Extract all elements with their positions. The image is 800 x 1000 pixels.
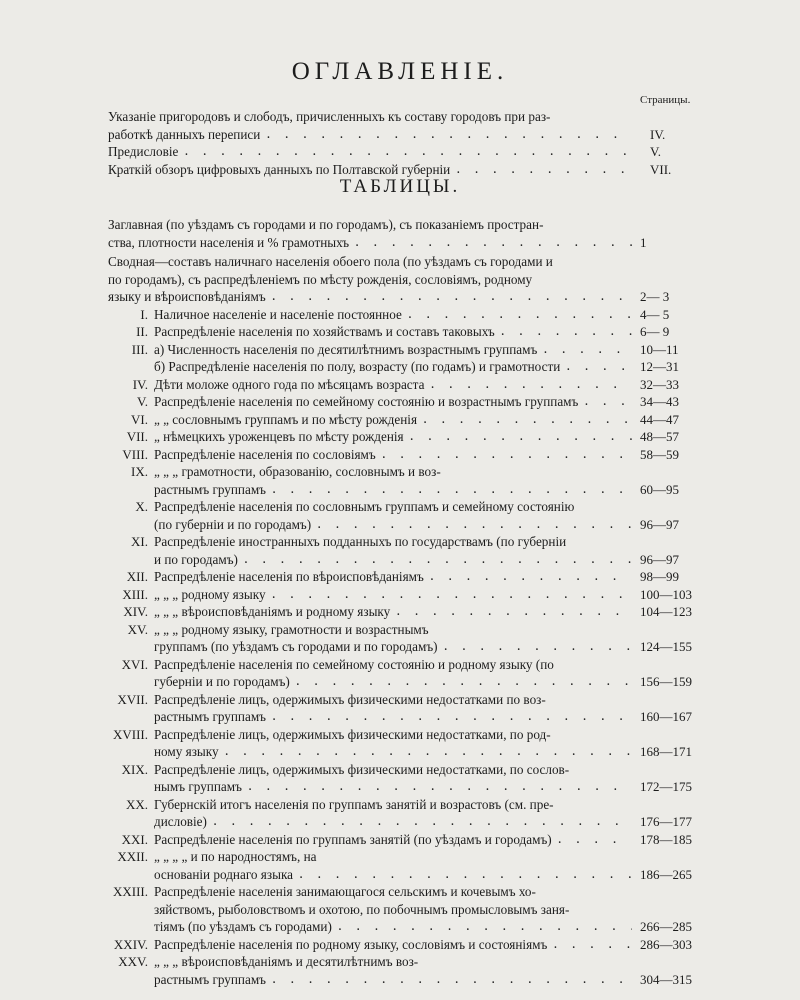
table-number: XIV. bbox=[123, 604, 148, 619]
dot-leader bbox=[423, 411, 632, 428]
table-entry-line: Распредѣленіе лицъ, одержимыхъ физическими недостатками по воз- bbox=[154, 691, 546, 707]
table-entry-line: и по городамъ) bbox=[154, 551, 238, 567]
table-page-ref: 10—11 bbox=[640, 341, 679, 357]
intro-line: Предисловіе bbox=[108, 144, 179, 159]
table-entry-line: Распредѣленіе населенія по родному языку, сословіямъ и состояніямъ bbox=[154, 936, 548, 952]
table-entry-line: ному языку bbox=[154, 744, 219, 759]
table-entry-line: Распредѣленіе населенія по хозяйствамъ и составъ таковыхъ bbox=[154, 324, 495, 339]
dot-leader bbox=[382, 446, 632, 463]
dot-leader bbox=[338, 918, 632, 935]
table-number: X. bbox=[135, 499, 148, 514]
dot-leader bbox=[317, 516, 632, 533]
table-entry-line: „ „ „ грамотности, образованію, сословнымъ и воз- bbox=[154, 464, 441, 479]
table-number: IX. bbox=[131, 464, 148, 479]
intro-page-ref: VII. bbox=[650, 161, 672, 177]
table-page-ref: 304—315 bbox=[640, 971, 692, 987]
table-page-ref: 156—159 bbox=[640, 674, 692, 689]
dot-leader bbox=[543, 341, 632, 358]
dot-leader bbox=[430, 568, 632, 585]
dot-leader bbox=[355, 234, 632, 251]
table-number: XXII. bbox=[117, 849, 148, 864]
dot-leader bbox=[272, 586, 632, 603]
table-page-ref: 6— 9 bbox=[640, 324, 670, 339]
table-entry-line: Распредѣленіе населенія занимающагося сельскимъ и кочевымъ хо- bbox=[154, 884, 536, 899]
table-entry-line: Распредѣленіе населенія по семейному состоянію и родному языку (по bbox=[154, 656, 554, 672]
table-page-ref: 32—33 bbox=[640, 376, 679, 392]
table-page-ref: 124—155 bbox=[640, 639, 692, 654]
table-number: VI. bbox=[131, 411, 148, 427]
dot-leader bbox=[408, 306, 632, 323]
intro-page-ref: V. bbox=[650, 144, 661, 159]
table-entry-line: Губернскій итогъ населенія по группамъ занятій и возрастовъ (см. пре- bbox=[154, 796, 554, 812]
table-entry-line: Распредѣленіе населенія по сословіямъ bbox=[154, 446, 376, 462]
table-entry-line: „ „ „ вѣроисповѣданіямъ и десятилѣтнимъ воз- bbox=[154, 954, 419, 969]
table-entry-line: дисловіе) bbox=[154, 814, 207, 829]
dot-leader bbox=[444, 638, 632, 655]
table-number: XI. bbox=[131, 534, 148, 549]
table-entry-line: б) Распредѣленіе населенія по полу, возрасту (по годамъ) и грамотности bbox=[154, 359, 561, 374]
table-number: XVI. bbox=[121, 656, 148, 672]
table-entry-line: „ нѣмецкихъ уроженцевъ по мѣсту рожденія bbox=[154, 429, 404, 444]
table-number: XXIII. bbox=[112, 884, 148, 899]
pages-column-header: Страницы. bbox=[640, 94, 691, 106]
table-number: XIII. bbox=[122, 586, 148, 602]
dot-leader bbox=[456, 161, 632, 178]
table-number: VIII. bbox=[122, 446, 148, 462]
dot-leader bbox=[584, 393, 632, 410]
table-page-ref: 186—265 bbox=[640, 866, 692, 882]
table-number: XVII. bbox=[117, 691, 148, 707]
table-number: II. bbox=[136, 324, 148, 339]
dot-leader bbox=[272, 481, 632, 498]
table-entry-line: „ „ „ родному языку, грамотности и возрастнымъ bbox=[154, 621, 429, 637]
table-page-ref: 44—47 bbox=[640, 411, 679, 427]
table-entry-line: зяйствомъ, рыболовствомъ и охотою, по побочнымъ промысловымъ заня- bbox=[154, 901, 570, 917]
table-page-ref: 100—103 bbox=[640, 586, 692, 602]
table-page-ref: 1 bbox=[640, 234, 647, 250]
table-entry-line: (по губерніи и по городамъ) bbox=[154, 516, 312, 532]
intro-line: работкѣ данныхъ переписи bbox=[108, 126, 261, 142]
table-number: IV. bbox=[132, 376, 148, 392]
table-page-ref: 286—303 bbox=[640, 936, 692, 952]
table-page-ref: 12—31 bbox=[640, 359, 679, 374]
table-entry-line: Распредѣленіе населенія по группамъ занятій (по уѣздамъ и городамъ) bbox=[154, 831, 552, 847]
table-number: XVIII. bbox=[112, 726, 148, 742]
table-entry-line: основаніи роднаго языка bbox=[154, 866, 294, 882]
dot-leader bbox=[501, 323, 632, 340]
table-entry-line: „ „ „ „ и по народностямъ, на bbox=[154, 849, 317, 864]
dot-leader bbox=[299, 866, 632, 883]
dot-leader bbox=[244, 551, 632, 568]
table-entry-line: по городамъ), съ распредѣленіемъ по мѣсту рожденія, сословіямъ, родному bbox=[108, 271, 533, 287]
table-entry-line: „ „ „ родному языку bbox=[154, 586, 266, 602]
table-page-ref: 172—175 bbox=[640, 779, 692, 794]
dot-leader bbox=[296, 673, 632, 690]
table-number: III. bbox=[131, 341, 148, 357]
table-entry-line: „ „ сословнымъ группамъ и по мѣсту рожденія bbox=[154, 411, 418, 427]
table-entry-line: Наличное населеніе и населеніе постоянное bbox=[154, 306, 402, 322]
table-number: XIX. bbox=[121, 761, 148, 777]
table-entry-line: Сводная—составъ наличнаго населенія обоего пола (по уѣздамъ съ городами и bbox=[108, 254, 553, 269]
table-entry-line: языку и вѣроисповѣданіямъ bbox=[108, 289, 266, 304]
table-page-ref: 58—59 bbox=[640, 446, 679, 462]
dot-leader bbox=[553, 936, 632, 953]
table-entry-line: Распредѣленіе иностранныхъ подданныхъ по государствамъ (по губерніи bbox=[154, 534, 567, 549]
dot-leader bbox=[396, 603, 632, 620]
table-entry-line: растнымъ группамъ bbox=[154, 481, 266, 497]
table-entry-line: а) Численность населенія по десятилѣтнимъ возрастнымъ группамъ bbox=[154, 341, 538, 357]
table-page-ref: 34—43 bbox=[640, 394, 679, 409]
table-page-ref: 4— 5 bbox=[640, 306, 670, 322]
table-entry-line: Дѣти моложе одного года по мѣсяцамъ возраста bbox=[154, 376, 425, 392]
intro-line: Краткій обзоръ цифровыхъ данныхъ по Полтавской губерніи bbox=[108, 161, 451, 177]
table-number: XXV. bbox=[118, 954, 148, 969]
tables-section-header: ТАБЛИЦЫ. bbox=[339, 176, 461, 197]
table-number: XXI. bbox=[121, 831, 148, 847]
intro-line: Указаніе пригородовъ и слободъ, причисленныхъ къ составу городовъ при раз- bbox=[108, 109, 551, 124]
table-entry-line: Распредѣленіе населенія по сословнымъ группамъ и семейному состоянію bbox=[154, 499, 575, 514]
table-entry-line: Распредѣленіе населенія по семейному состоянію и возрастнымъ группамъ bbox=[154, 394, 579, 409]
table-page-ref: 178—185 bbox=[640, 831, 692, 847]
dot-leader bbox=[410, 428, 632, 445]
dot-leader bbox=[266, 126, 632, 143]
table-entry-line: группамъ (по уѣздамъ съ городами и по городамъ) bbox=[154, 639, 438, 654]
table-page-ref: 160—167 bbox=[640, 709, 692, 724]
dot-leader bbox=[558, 831, 632, 848]
table-page-ref: 266—285 bbox=[640, 919, 692, 934]
table-number: VII. bbox=[126, 429, 148, 444]
intro-page-ref: IV. bbox=[650, 126, 666, 142]
table-entry-line: растнымъ группамъ bbox=[154, 709, 266, 724]
table-number: XII. bbox=[126, 569, 148, 584]
dot-leader bbox=[272, 708, 632, 725]
table-page-ref: 104—123 bbox=[640, 604, 692, 619]
table-entry-line: Распредѣленіе лицъ, одержимыхъ физическими недостатками, по сослов- bbox=[154, 761, 570, 777]
table-page-ref: 176—177 bbox=[640, 814, 692, 829]
table-number: V. bbox=[137, 394, 148, 409]
table-entry-line: „ „ „ вѣроисповѣданіямъ и родному языку bbox=[154, 604, 391, 619]
dot-leader bbox=[225, 743, 632, 760]
dot-leader bbox=[430, 376, 632, 393]
table-entry-line: Распредѣленіе населенія по вѣроисповѣданіямъ bbox=[154, 569, 424, 584]
dot-leader bbox=[566, 358, 632, 375]
dot-leader bbox=[248, 778, 632, 795]
table-page-ref: 98—99 bbox=[640, 569, 679, 584]
table-page-ref: 96—97 bbox=[640, 551, 679, 567]
table-entry-line: Заглавная (по уѣздамъ съ городами и по городамъ), съ показаніемъ простран- bbox=[108, 217, 544, 232]
dot-leader bbox=[213, 813, 632, 830]
table-page-ref: 168—171 bbox=[640, 744, 692, 759]
table-number: I. bbox=[140, 306, 148, 322]
table-number: XXIV. bbox=[113, 936, 148, 952]
table-number: XV. bbox=[127, 621, 148, 637]
table-entry-line: тіямъ (по уѣздамъ съ городами) bbox=[154, 919, 332, 934]
table-page-ref: 60—95 bbox=[640, 481, 679, 497]
dot-leader bbox=[272, 971, 632, 988]
table-page-ref: 48—57 bbox=[640, 429, 679, 444]
page-title: ОГЛАВЛЕНІЕ. bbox=[291, 58, 509, 85]
dot-leader bbox=[184, 143, 632, 160]
table-entry-line: губерніи и по городамъ) bbox=[154, 674, 290, 689]
table-entry-line: Распредѣленіе лицъ, одержимыхъ физическими недостатками, по род- bbox=[154, 726, 551, 742]
table-number: XX. bbox=[125, 796, 148, 812]
dot-leader bbox=[272, 288, 632, 305]
table-entry-line: ства, плотности населенія и % грамотныхъ bbox=[108, 234, 350, 250]
table-entry-line: нымъ группамъ bbox=[154, 779, 242, 794]
table-page-ref: 96—97 bbox=[640, 516, 679, 532]
table-page-ref: 2— 3 bbox=[640, 289, 670, 304]
table-entry-line: растнымъ группамъ bbox=[154, 971, 266, 987]
